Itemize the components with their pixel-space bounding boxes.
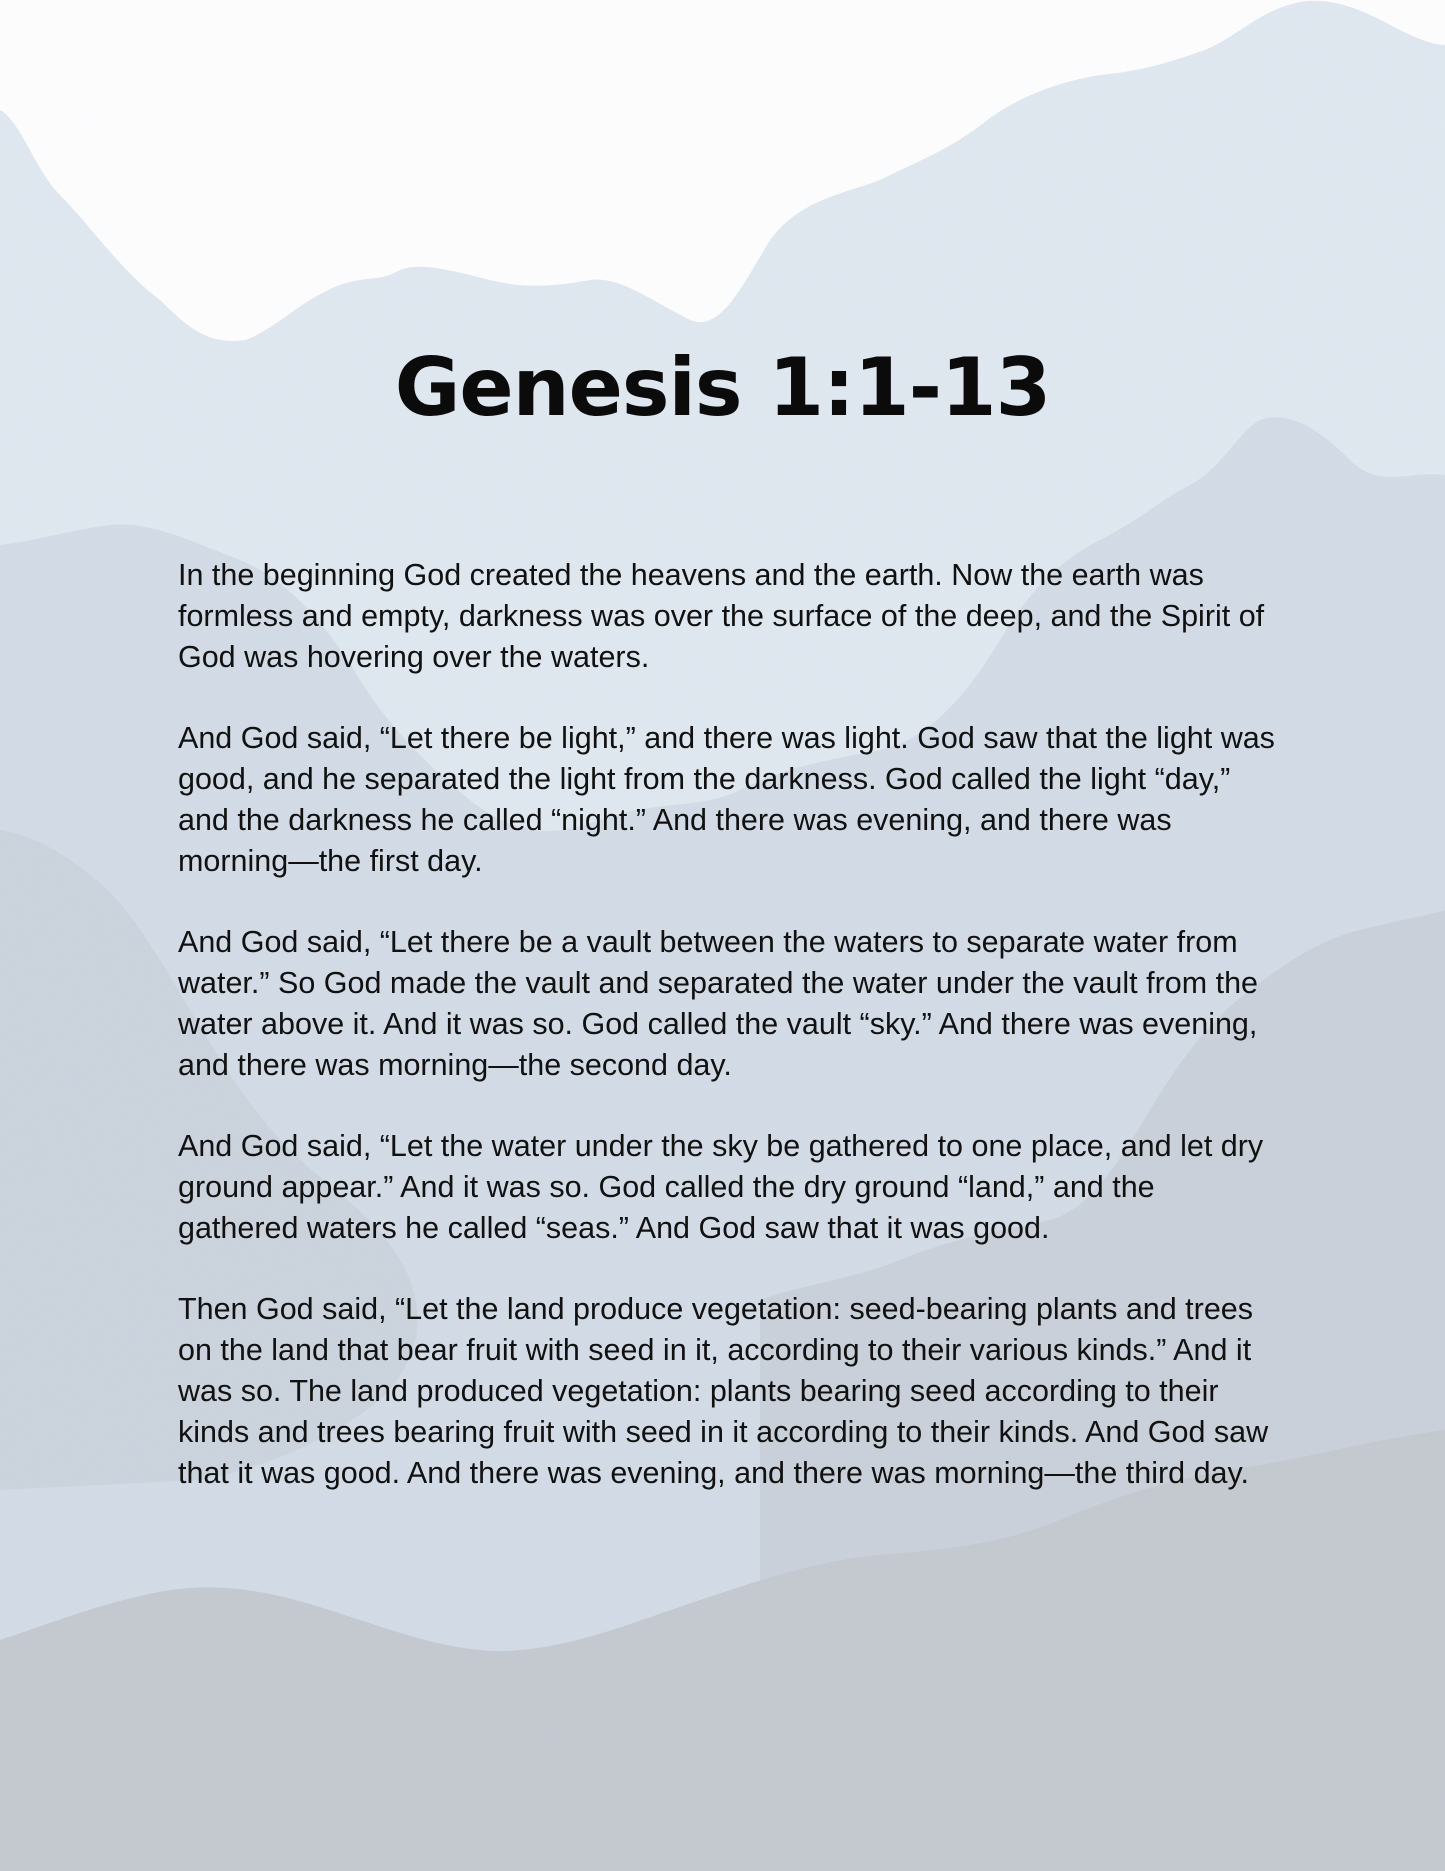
- scripture-body: [178, 555, 1278, 1534]
- paragraph-1: In the beginning God created the heavens and the earth. Now the earth was formless and empty, darkness was over the surface of the deep, and the Spirit of God was hovering over the waters.: [178, 558, 1265, 674]
- paragraph-4: And God said, “Let the water under the sky be gathered to one place, and let dry ground appear.” And it was so. God called the dry ground “land,” and the gathered waters he called “seas.” And God saw that it was good.: [178, 1129, 1264, 1245]
- paragraph-3: And God said, “Let there be a vault between the waters to separate water from water.” So God made the vault and separated the water under the vault from the water above it. And it was so. God called the vault “sky.” And there was evening, and there was morning—the second day.: [178, 925, 1258, 1082]
- paragraph-2: And God said, “Let there be light,” and there was light. God saw that the light was good, and he separated the light from the darkness. God called the light “day,” and the darkness he called “night.” And there was evening, and there was morning—the first day.: [178, 721, 1275, 878]
- page-title: Genesis 1:1-13: [394, 341, 1051, 434]
- paragraph-5: Then God said, “Let the land produce vegetation: seed-bearing plants and trees on the land that bear fruit with seed in it, according to their various kinds.” And it was so. The land produced vegetation: plants bearing seed according to their kinds and trees bearing fruit with seed in it according to their kinds. And God saw that it was good. And there was evening, and there was morning—the third day.: [178, 1292, 1269, 1490]
